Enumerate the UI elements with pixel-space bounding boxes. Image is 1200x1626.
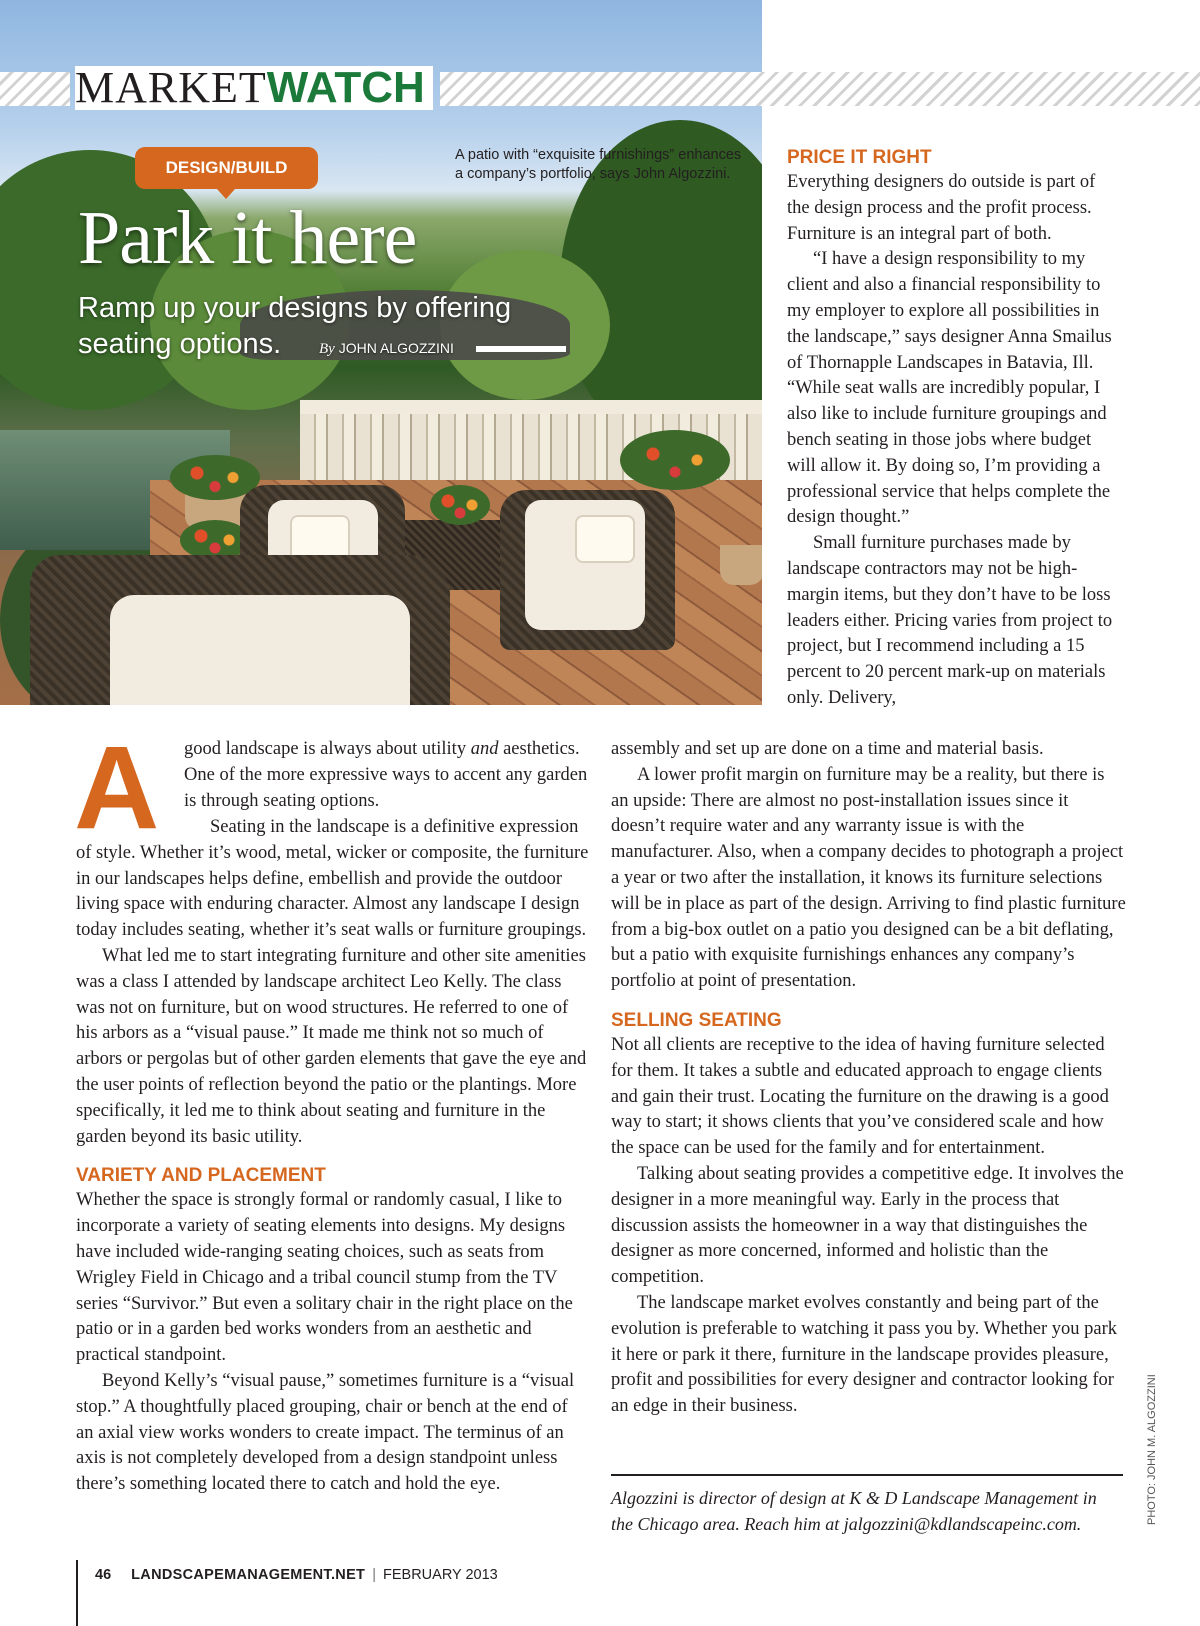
section-title: [75, 63, 433, 112]
paragraph-text: aesthetics. One of the more expressive ways to accent any garden is through seating options.: [184, 739, 588, 811]
paragraph: Small furniture purchases made by landscape contractors may not be high-margin items, but they don’t have to be loss leaders either. Pricing varies from project to project, but I recommend including a 15 percent to 20 percent mark-up on materials only. Delivery,: [787, 533, 1113, 708]
paragraph: Talking about seating provides a competitive edge. It involves the designer in a more meaningful way. Early in the process that discussion assists the homeowner in a way that distinguishes the designer as more concerned, informed and holistic than the competition.: [611, 1163, 1124, 1288]
byline-rule: [476, 346, 566, 352]
subhead-selling-seating: SELLING SEATING: [611, 1009, 782, 1031]
paragraph: The landscape market evolves constantly and being part of the evolution is preferable to watching it pass you by. Whether you park it here or park it there, furniture in the landscape provides pleasure, profit and possibilities for every designer and contractor looking for an edge in their business.: [611, 1292, 1118, 1417]
section-title-watch: WATCH: [266, 63, 425, 112]
footer-rule: [76, 1560, 78, 1626]
paragraph: Not all clients are receptive to the idea of having furniture selected for them. It takes a subtle and educated approach to engage clients and gain their trust. Locating the furniture on the drawing is a good way to start; it shows clients that you’ve considered scale and how the space can be used for the family and for entertainment.: [611, 1034, 1109, 1159]
paragraph: Everything designers do outside is part of the design process and the profit process. Furniture is an integral part of both.: [787, 172, 1096, 244]
column-left: [76, 815, 589, 1498]
page-number: 46: [95, 1567, 112, 1583]
column-right-top: [787, 146, 1117, 712]
article-dek: Ramp up your designs by offering seating options.: [78, 292, 512, 360]
paragraph-text: good landscape is always about utility: [184, 739, 471, 759]
paragraph: Seating in the landscape is a definitive expression of style. Whether it’s wood, metal, wicker or composite, the furniture in our landscapes helps define, embellish and provide the outdoor living space with enduring character. Almost any landscape I design today includes seating, whether it’s seat walls or furniture groupings.: [76, 817, 589, 941]
column-right: [611, 737, 1126, 1420]
footer-site-link[interactable]: LANDSCAPEMANAGEMENT.NET: [131, 1567, 366, 1583]
paragraph: Beyond Kelly’s “visual pause,” sometimes furniture is a “visual stop.” A thoughtfully placed grouping, chair or bench at the end of an axial view works wonders to create impact. The terminus of an axis is not completely developed from a design standpoint unless there’s something located there to catch and hold the eye.: [76, 1370, 575, 1495]
photo-caption: A patio with “exquisite furnishings” enhances a company’s portfolio, says John Algozzini.: [455, 147, 742, 182]
page-footer: [95, 1567, 498, 1583]
subhead-variety-and-placement: VARIETY AND PLACEMENT: [76, 1165, 326, 1187]
author-bio-rule: [611, 1474, 1123, 1476]
drop-cap: A: [74, 722, 160, 854]
paragraph: “I have a design responsibility to my client and also a financial responsibility to my employer to explore all possibilities in the landscape,” says designer Anna Smailus of Thornapple Landscapes in Batavia, Ill. “While seat walls are incredibly popular, I also like to include furniture groupings and bench seating in those jobs where budget will allow it. By doing so, I’m providing a professional service that helps complete the design thought.”: [787, 249, 1112, 528]
byline-prefix: By: [319, 341, 335, 357]
paragraph: What led me to start integrating furniture and other site amenities was a class I attended by landscape architect Leo Kelly. The class was not on furniture, but on wood structures. He referred to one of his arbors as a “visual pause.” It made me think not so much of arbors or pergolas but of other garden elements that gave the eye and the user points of reflection beyond the patio or the plantings. More specifically, it led me to think about seating and furniture in the garden beyond its basic utility.: [76, 945, 587, 1147]
subhead-price-it-right: PRICE IT RIGHT: [787, 147, 932, 168]
category-badge: DESIGN/BUILD: [135, 147, 318, 189]
footer-separator: |: [372, 1567, 376, 1583]
emphasis-and: and: [470, 739, 499, 759]
article-title: Park it here: [78, 196, 417, 280]
section-title-market: MARKET: [75, 63, 267, 112]
paragraph: A lower profit margin on furniture may be a reality, but there is an upside: There are almost no post-installation issues since it doesn’t require water and any warranty issue is with the manufacturer. Also, when a company decides to photograph a project a year or two after the installation, it knows its furniture selections will be in place as part of the design. Arriving to find plastic furniture from a big-box outlet on a patio you designed can be a bit deflating, but a patio with exquisite furnishings enhances any company’s portfolio at point of presentation.: [611, 764, 1126, 992]
photo-credit: PHOTO: JOHN M. ALGOZZINI: [1146, 1374, 1158, 1525]
byline-name: JOHN ALGOZZINI: [338, 340, 454, 356]
paragraph: [184, 737, 589, 814]
byline: [319, 340, 454, 358]
paragraph: Whether the space is strongly formal or randomly casual, I like to incorporate a variety of seating elements into designs. My designs have included wide-ranging seating choices, such as seats from Wrigley Field in Chicago and a tribal council stump from the TV series “Survivor.” But even a solitary chair in the right place on the patio or in a garden bed works wonders from an aesthetic and practical standpoint.: [76, 1190, 573, 1366]
paragraph: assembly and set up are done on a time and material basis.: [611, 739, 1044, 759]
author-bio: Algozzini is director of design at K & D Landscape Management in the Chicago area. Reach him at jalgozzini@kdlandscapeinc.com.: [611, 1488, 1097, 1534]
issue-date: FEBRUARY 2013: [383, 1567, 498, 1583]
column-left-intro: [184, 737, 589, 814]
